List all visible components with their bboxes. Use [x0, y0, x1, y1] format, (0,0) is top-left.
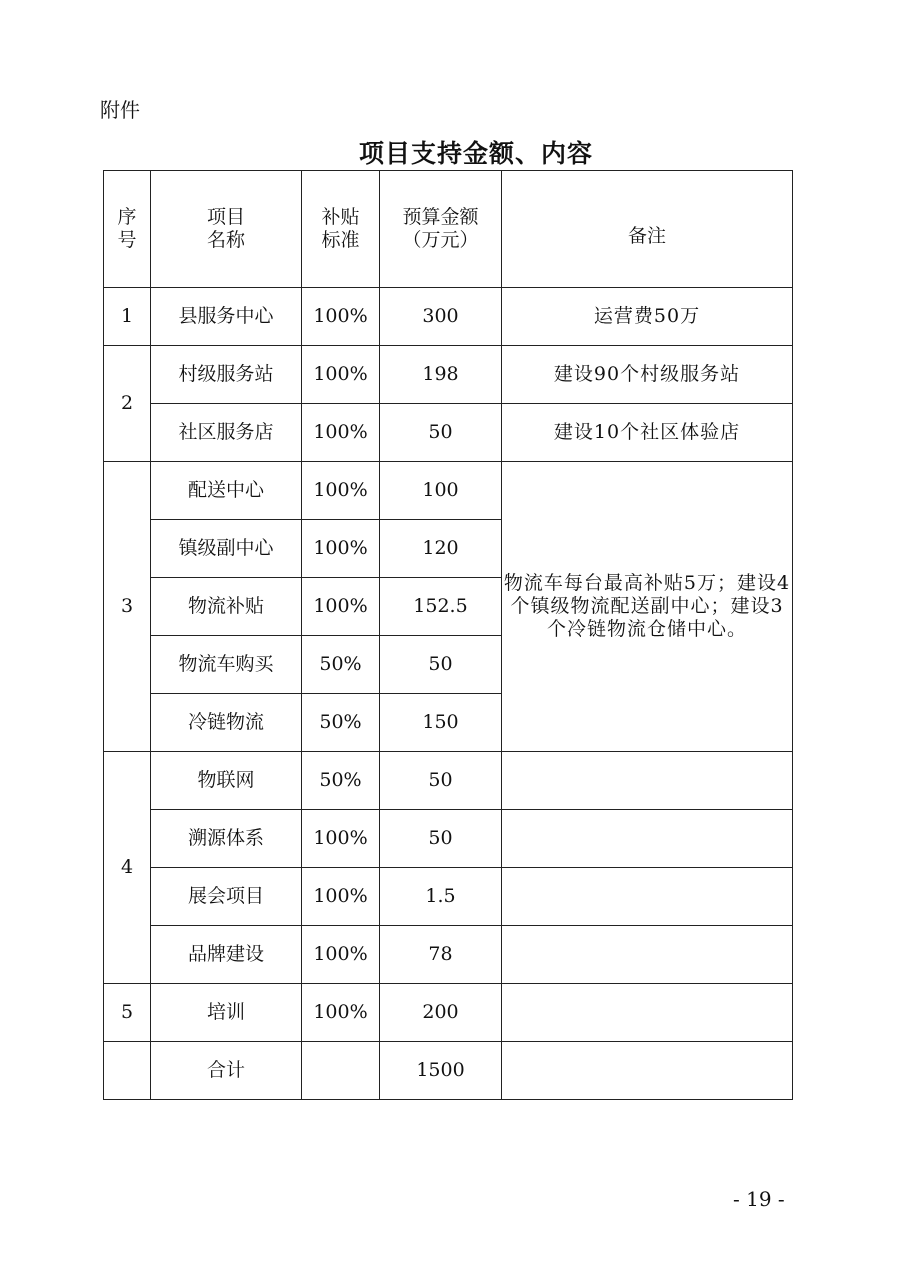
row-name: 县服务中心 [151, 288, 302, 346]
row-name: 物联网 [151, 752, 302, 810]
header-budget [380, 171, 502, 288]
header-rate-line1: 补贴 [321, 206, 360, 229]
row-seq: 3 [104, 462, 151, 752]
header-seq-line2: 号 [117, 229, 137, 251]
row-name: 培训 [151, 984, 302, 1042]
table-row [104, 984, 793, 1042]
row-budget: 150 [380, 694, 502, 752]
total-label: 合计 [151, 1042, 302, 1100]
table-row [104, 810, 793, 868]
row-budget: 100 [380, 462, 502, 520]
total-budget: 1500 [380, 1042, 502, 1100]
table-row [104, 346, 793, 404]
row-budget: 198 [380, 346, 502, 404]
row-rate: 100% [302, 404, 380, 462]
header-budget-line2: （万元） [402, 229, 479, 251]
header-rate [302, 171, 380, 288]
row-name: 冷链物流 [151, 694, 302, 752]
header-budget-line1: 预算金额 [402, 206, 479, 229]
row-name: 溯源体系 [151, 810, 302, 868]
total-rate [302, 1042, 380, 1100]
row-name: 村级服务站 [151, 346, 302, 404]
row-remark [502, 868, 793, 926]
row-rate: 100% [302, 520, 380, 578]
row-remark: 建设10个社区体验店 [502, 404, 793, 462]
row-budget: 50 [380, 404, 502, 462]
row-budget: 300 [380, 288, 502, 346]
row-name: 物流补贴 [151, 578, 302, 636]
row-rate: 50% [302, 752, 380, 810]
row-budget: 152.5 [380, 578, 502, 636]
row-rate: 100% [302, 578, 380, 636]
header-remark-label: 备注 [627, 224, 666, 247]
header-name-line1: 项目 [206, 206, 245, 229]
row-name: 社区服务店 [151, 404, 302, 462]
group-remark: 物流车每台最高补贴5万；建设4个镇级物流配送副中心；建设3个冷链物流仓储中心。 [502, 462, 793, 752]
row-seq: 2 [104, 346, 151, 462]
row-remark [502, 810, 793, 868]
table-row [104, 462, 793, 520]
table-row [104, 926, 793, 984]
row-budget: 50 [380, 636, 502, 694]
row-rate: 100% [302, 462, 380, 520]
row-remark: 建设90个村级服务站 [502, 346, 793, 404]
table-row [104, 404, 793, 462]
row-rate: 100% [302, 926, 380, 984]
total-seq [104, 1042, 151, 1100]
row-remark [502, 926, 793, 984]
header-name [151, 171, 302, 288]
row-name: 配送中心 [151, 462, 302, 520]
row-budget: 120 [380, 520, 502, 578]
row-rate: 100% [302, 984, 380, 1042]
row-remark [502, 752, 793, 810]
row-name: 品牌建设 [151, 926, 302, 984]
total-row [104, 1042, 793, 1100]
row-name: 展会项目 [151, 868, 302, 926]
header-rate-line2: 标准 [321, 229, 360, 251]
row-name: 镇级副中心 [151, 520, 302, 578]
row-budget: 50 [380, 752, 502, 810]
row-name: 物流车购买 [151, 636, 302, 694]
row-rate: 100% [302, 346, 380, 404]
row-rate: 50% [302, 636, 380, 694]
row-budget: 1.5 [380, 868, 502, 926]
page-number: - 19 - [733, 1187, 785, 1211]
row-remark: 运营费50万 [502, 288, 793, 346]
table-row [104, 288, 793, 346]
table-header-row [104, 171, 793, 288]
row-rate: 100% [302, 810, 380, 868]
row-seq: 1 [104, 288, 151, 346]
row-seq: 5 [104, 984, 151, 1042]
row-budget: 200 [380, 984, 502, 1042]
budget-table [103, 170, 793, 1100]
row-rate: 50% [302, 694, 380, 752]
header-seq-line1: 序 [117, 206, 137, 229]
total-remark [502, 1042, 793, 1100]
row-rate: 100% [302, 868, 380, 926]
row-budget: 78 [380, 926, 502, 984]
row-remark [502, 984, 793, 1042]
row-budget: 50 [380, 810, 502, 868]
attachment-label: 附件 [100, 98, 140, 122]
table-row [104, 868, 793, 926]
row-rate: 100% [302, 288, 380, 346]
header-name-line2: 名称 [206, 229, 245, 251]
row-seq: 4 [104, 752, 151, 984]
page-title: 项目支持金额、内容 [358, 139, 593, 168]
header-remark [502, 171, 793, 288]
table-row [104, 752, 793, 810]
header-seq [104, 171, 151, 288]
